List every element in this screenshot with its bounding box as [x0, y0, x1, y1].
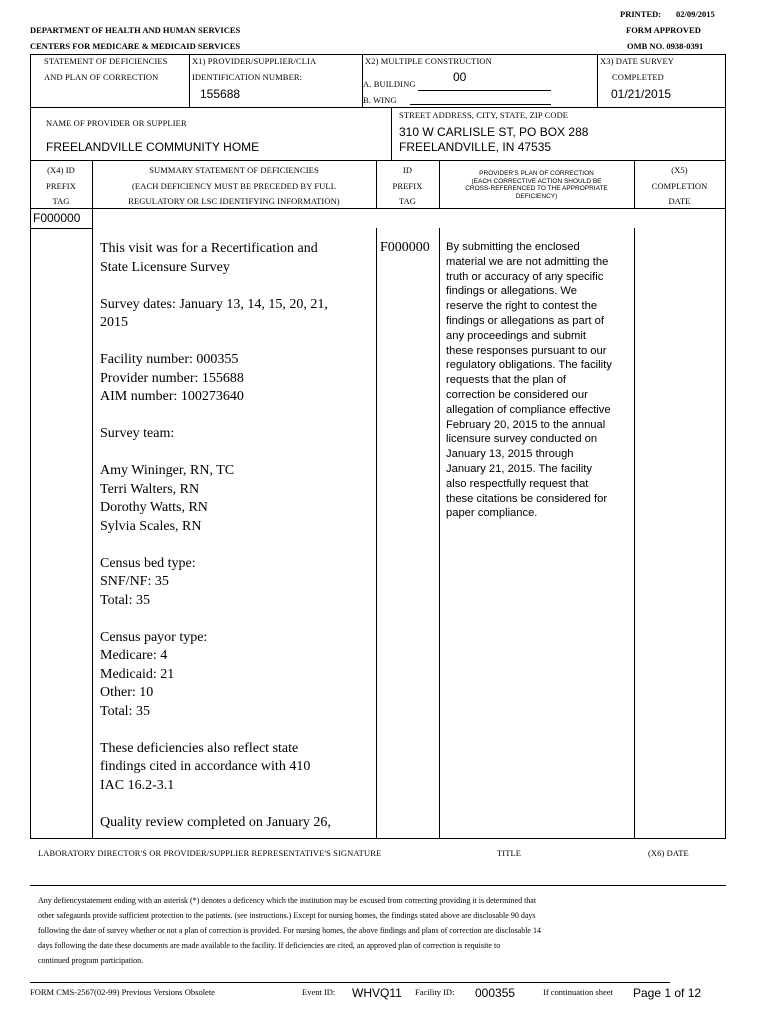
x4-header-3: TAG: [52, 196, 70, 206]
summary-line: [100, 795, 372, 814]
signature-label: LABORATORY DIRECTOR'S OR PROVIDER/SUPPLIER REPRESENTATIVE'S SIGNATURE: [38, 848, 382, 858]
summary-line: [100, 536, 372, 555]
summary-line: Survey dates: January 13, 14, 15, 20, 21,: [100, 296, 328, 312]
provider-name: FREELANDVILLE COMMUNITY HOME: [46, 140, 260, 154]
disclaimer-line: Any defiencystatement ending with an asterisk (*) denotes a deficency which the institution may be excused from correcting providing it is determined that: [38, 896, 537, 905]
x4-header-1: (X4) ID: [47, 165, 75, 175]
disclaimer-line: continued program participation.: [38, 956, 144, 965]
plan-deficiency-tag: F000000: [380, 240, 430, 255]
omb-number: OMB NO. 0938-0391: [627, 41, 704, 51]
x6-date-label: (X6) DATE: [648, 848, 689, 858]
summary-line: [100, 333, 372, 352]
summary-line: Sylvia Scales, RN: [100, 518, 202, 534]
plan-line: January 21, 2015. The facility: [446, 462, 592, 475]
summary-line: Census bed type:: [100, 555, 196, 571]
facility-id-value: 000355: [475, 986, 516, 1000]
x5-header-1: (X5): [671, 165, 688, 175]
plan-line: material we are not admitting the: [446, 255, 609, 268]
summary-line: Dorothy Watts, RN: [100, 500, 208, 515]
plan-header-2: (EACH CORRECTIVE ACTION SHOULD BE: [471, 177, 602, 185]
building-label: A. BUILDING: [363, 79, 416, 89]
plan-line: reserve the right to contest the: [446, 300, 598, 313]
plan-line: truth or accuracy of any specific: [446, 270, 604, 283]
street-address-label: STREET ADDRESS, CITY, STATE, ZIP CODE: [399, 110, 569, 120]
id-header-3: TAG: [398, 196, 417, 206]
x5-header-2: COMPLETION: [651, 181, 708, 191]
x3-label-2: COMPLETED: [612, 72, 664, 82]
x2-label: X2) MULTIPLE CONSTRUCTION: [365, 56, 492, 66]
summary-line: IAC 16.2-3.1: [100, 777, 175, 793]
statement-label-2: AND PLAN OF CORRECTION: [44, 72, 159, 82]
summary-line: Medicare: 4: [100, 648, 168, 663]
summary-line: Census payor type:: [100, 629, 208, 645]
plan-header: [439, 170, 634, 200]
x1-label-2: IDENTIFICATION NUMBER:: [192, 72, 303, 82]
plan-header-1: PROVIDER'S PLAN OF CORRECTION: [479, 170, 594, 177]
summary-line: This visit was for a Recertification and: [100, 241, 318, 256]
plan-line: February 20, 2015 to the annual: [446, 418, 606, 431]
plan-line: licensure survey conducted on: [446, 433, 598, 446]
disclaimer-line: days following the date these documents are made available to the facility. If deficiencies are cited, an approved plan of correction is requisite to: [38, 941, 501, 950]
plan-line: regulatory obligations. The facility: [446, 359, 612, 372]
wing-label: B. WING: [363, 95, 397, 105]
summary-line: Total: 35: [100, 592, 150, 608]
left-deficiency-tag: F000000: [33, 211, 81, 225]
continuation-label: If continuation sheet: [543, 987, 613, 997]
address-line-1: 310 W CARLISLE ST, PO BOX 288: [399, 125, 589, 139]
x1-label-1: X1) PROVIDER/SUPPLIER/CLIA: [192, 56, 317, 66]
plan-line: findings or allegations. We: [446, 285, 578, 298]
disclaimer: [38, 893, 718, 968]
summary-statement: [100, 240, 372, 832]
plan-line: By submitting the enclosed: [446, 241, 580, 253]
event-id-label: Event ID:: [302, 987, 336, 997]
disclaimer-line: following the date of survey whether or not a plan of correction is provided. For nursing homes, the above findings and plans of correction are disclosable 14: [38, 926, 541, 935]
page-number: Page 1 of 12: [633, 986, 702, 1000]
facility-id-label: Facility ID:: [415, 987, 455, 997]
plan-line: these citations be considered for: [446, 492, 608, 505]
id-header-1: ID: [402, 165, 413, 175]
disclaimer-line: other safegaurds provide sufficient protection to the patients. (see instructions.) Except for nursing homes, the findings stated above are disclosable 90 days: [38, 911, 536, 920]
plan-line: correction be considered our: [446, 388, 588, 401]
summary-line: [100, 721, 372, 740]
summary-header-2: (EACH DEFICIENCY MUST BE PRECEDED BY FULL: [131, 181, 337, 191]
printed-date: 02/09/2015: [676, 9, 715, 19]
centers-title: CENTERS FOR MEDICARE & MEDICAID SERVICES: [30, 41, 241, 51]
plan-line: requests that the plan of: [446, 374, 567, 387]
plan-line: these responses pursuant to our: [446, 344, 607, 357]
survey-completed-date: 01/21/2015: [611, 87, 672, 101]
dept-title: DEPARTMENT OF HEALTH AND HUMAN SERVICES: [30, 25, 241, 35]
summary-line: SNF/NF: 35: [100, 574, 169, 589]
x3-label-1: X3) DATE SURVEY: [600, 56, 675, 66]
statement-label-1: STATEMENT OF DEFICIENCIES: [44, 56, 168, 66]
event-id-value: WHVQ11: [352, 986, 402, 1000]
summary-header-3: REGULATORY OR LSC IDENTIFYING INFORMATION): [128, 196, 340, 206]
summary-line: [100, 277, 372, 296]
summary-line: Quality review completed on January 26,: [100, 814, 331, 830]
summary-line: These deficiencies also reflect state: [100, 740, 299, 756]
form-approved: FORM APPROVED: [626, 25, 701, 35]
summary-line: AIM number: 100273640: [100, 389, 244, 404]
plan-line: any proceedings and submit: [446, 329, 586, 342]
summary-line: findings cited in accordance with 410: [100, 759, 311, 774]
provider-id-value: 155688: [200, 87, 241, 101]
title-label: TITLE: [497, 848, 522, 858]
summary-line: Facility number: 000355: [100, 352, 239, 367]
plan-of-correction: [446, 240, 631, 521]
summary-line: Total: 35: [100, 703, 150, 719]
plan-line: findings or allegations as part of: [446, 314, 604, 327]
summary-line: [100, 610, 372, 629]
provider-name-label: NAME OF PROVIDER OR SUPPLIER: [46, 118, 187, 128]
address-line-2: FREELANDVILLE, IN 47535: [399, 140, 552, 154]
summary-line: Terri Walters, RN: [100, 481, 200, 497]
id-header-2: PREFIX: [392, 181, 423, 191]
plan-header-3: CROSS-REFERENCED TO THE APPROPRIATE: [465, 185, 608, 192]
summary-line: State Licensure Survey: [100, 259, 230, 275]
summary-line: Survey team:: [100, 426, 175, 441]
summary-line: [100, 444, 372, 463]
x5-header-3: DATE: [668, 196, 691, 206]
printed-label: PRINTED:: [620, 9, 662, 19]
summary-line: [100, 407, 372, 426]
summary-line: Medicaid: 21: [100, 666, 175, 682]
plan-line: allegation of compliance effective: [446, 403, 611, 416]
summary-line: Provider number: 155688: [100, 370, 244, 386]
summary-line: Other: 10: [100, 685, 154, 700]
plan-line: January 13, 2015 through: [446, 448, 574, 461]
form-number: FORM CMS-2567(02-99) Previous Versions Obsolete: [30, 987, 215, 997]
building-value: 00: [453, 70, 467, 84]
summary-line: 2015: [100, 315, 128, 330]
plan-line: paper compliance.: [446, 507, 538, 520]
plan-header-4: DEFICIENCY): [515, 192, 558, 200]
plan-line: also respectfully request that: [446, 477, 589, 490]
summary-header-1: SUMMARY STATEMENT OF DEFICIENCIES: [149, 165, 319, 175]
x4-header-2: PREFIX: [46, 181, 76, 191]
summary-line: Amy Wininger, RN, TC: [100, 463, 235, 478]
